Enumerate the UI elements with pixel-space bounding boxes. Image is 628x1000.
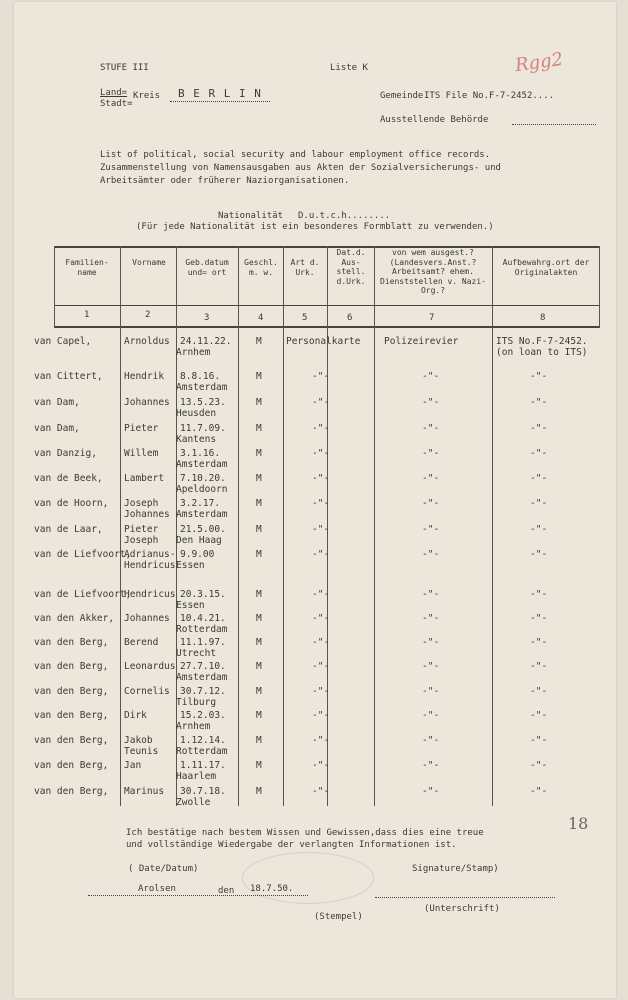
issuer-cell: -"- [422,498,440,509]
vorname-cell: Adrianus-Hendricus [124,549,176,571]
gemeinde-label: Gemeinde [380,91,424,101]
archive-location-cell: -"- [530,686,548,697]
issuer-cell: -"- [422,661,440,672]
document-type-cell: -"- [312,397,330,408]
vorname-cell: Lambert [124,473,165,484]
document-type-cell: -"- [312,524,330,535]
date-label: ( Date/Datum) [128,864,199,874]
birth-date-cell: 10.4.21. [180,613,226,624]
birth-place-cell: Arnhem [176,721,211,732]
ausstellende-behoerde-label: Ausstellende Behörde [380,115,489,125]
familienname-cell: van den Berg, [34,686,109,697]
birth-date-cell: 13.5.23. [180,397,226,408]
issuer-cell: -"- [422,589,440,600]
liste-label: Liste K [330,63,368,73]
birth-place-cell: Haarlem [176,771,217,782]
table-row [0,661,628,686]
issuer-cell: -"- [422,786,440,797]
table-row [0,448,628,473]
familienname-cell: van den Berg, [34,735,109,746]
issuer-cell: -"- [422,710,440,721]
sex-cell: M [256,760,262,771]
familienname-cell: van de Liefvoort, [34,549,132,560]
stadt-label: Stadt= [100,99,133,109]
document-type-cell: -"- [312,686,330,697]
handwritten-annotation: Rgg2 [513,48,565,77]
birth-place-cell: Rotterdam [176,624,228,635]
archive-location-cell: -"- [530,710,548,721]
familienname-cell: van Dam, [34,423,80,434]
col-divider [54,246,55,328]
city-name: B E R L I N [178,87,262,100]
vorname-cell: Joseph Johannes [124,498,170,520]
table-row [0,613,628,638]
vorname-cell: Cornelis [124,686,170,697]
birth-place-cell: Amsterdam [176,509,228,520]
document-type-cell: -"- [312,423,330,434]
intro-line-3: Arbeitsämter oder früherer Naziorganisationen. [100,176,350,186]
birth-date-cell: 27.7.10. [180,661,226,672]
vorname-cell: Hendricus [124,589,176,600]
document-type-cell: -"- [312,786,330,797]
stufe-label: STUFE III [100,63,149,73]
vorname-cell: Pieter [124,423,159,434]
archive-location-cell: -"- [530,448,548,459]
nationality-value: D.u.t.c.h........ [298,211,391,221]
table-row [0,371,628,396]
sex-cell: M [256,613,262,624]
table-row [0,686,628,711]
document-type-cell: -"- [312,661,330,672]
birth-place-cell: Heusden [176,408,217,419]
archive-location-cell: -"- [530,613,548,624]
document-type-cell: -"- [312,760,330,771]
familienname-cell: van den Berg, [34,661,109,672]
issuer-cell: -"- [422,524,440,535]
col-number: 7 [429,313,435,323]
birth-place-cell: Amsterdam [176,672,228,683]
place-dotted-line [88,895,308,896]
col-header-aussteller: von wem ausgest.? (Landesvers.Anst.? Arbeitsamt? ehem. Dienststellen v. Nazi-Org.? [380,248,486,295]
birth-date-cell: 8.8.16. [180,371,221,382]
vorname-cell: Leonardus [124,661,176,672]
document-type-cell: -"- [312,589,330,600]
unterschrift-label: (Unterschrift) [424,904,500,914]
vorname-cell: Berend [124,637,159,648]
col-header-geburt: Geb.datum und= ort [185,258,229,277]
birth-date-cell: 30.7.18. [180,786,226,797]
confirmation-line-1: Ich bestätige nach bestem Wissen und Gewissen,dass dies eine treue [126,828,484,838]
issuer-cell: -"- [422,473,440,484]
birth-date-cell: 3.2.17. [180,498,221,509]
table-row [0,735,628,760]
archive-location-cell: -"- [530,473,548,484]
kreis-label: Kreis [133,91,161,101]
archive-location-cell: -"- [530,498,548,509]
birth-date-cell: 11.7.09. [180,423,226,434]
col-header-familienname: Familien-name [65,258,109,277]
sex-cell: M [256,397,262,408]
date-value: 18.7.50. [250,884,294,894]
sex-cell: M [256,371,262,382]
sex-cell: M [256,549,262,560]
sex-cell: M [256,661,262,672]
birth-date-cell: 15.2.03. [180,710,226,721]
familienname-cell: van Cittert, [34,371,103,382]
familienname-cell: van de Liefvoort, [34,589,132,600]
col-number: 1 [84,310,90,320]
table-row [0,589,628,614]
birth-date-cell: 20.3.15. [180,589,226,600]
archive-location-cell: -"- [530,760,548,771]
archive-location-cell: -"- [530,524,548,535]
issuer-cell: -"- [422,760,440,771]
birth-date-cell: 1.12.14. [180,735,226,746]
den-label: den [218,886,235,896]
table-row [0,423,628,448]
nationality-note: (Für jede Nationalität ist ein besonderes Formblatt zu verwenden.) [136,222,494,232]
document-type-cell: Personalkarte [286,336,361,347]
sex-cell: M [256,710,262,721]
document-type-cell: -"- [312,549,330,560]
issuer-cell: -"- [422,371,440,382]
birth-place-cell: Den Haag [176,535,222,546]
ausstellende-dotted-line [512,124,596,125]
issuer-cell: -"- [422,735,440,746]
archive-location-cell: -"- [530,423,548,434]
table-row [0,637,628,662]
sex-cell: M [256,686,262,697]
col-number: 5 [302,313,308,323]
col-number: 3 [204,313,210,323]
table-row [0,473,628,498]
vorname-cell: Willem [124,448,159,459]
land-label: Land= [100,88,128,98]
col-header-vorname: Vorname [132,258,166,267]
vorname-cell: Jakob Teunis [124,735,159,757]
city-dotted-line [170,101,270,102]
col-header-art: Art d. Urk. [290,258,320,277]
sex-cell: M [256,473,262,484]
vorname-cell: Marinus [124,786,165,797]
birth-place-cell: Tilburg [176,697,217,708]
sex-cell: M [256,336,262,347]
vorname-cell: Dirk [124,710,147,721]
its-file-number: ITS File No.F-7-2452.... [424,91,555,101]
col-number: 2 [145,310,151,320]
archive-location-cell: -"- [530,786,548,797]
issuer-cell: Polizeirevier [384,336,459,347]
col-divider [599,246,600,328]
sex-cell: M [256,786,262,797]
sex-cell: M [256,637,262,648]
issuer-cell: -"- [422,448,440,459]
confirmation-line-2: und vollständige Wiedergabe der verlangten Informationen ist. [126,840,457,850]
birth-date-cell: 24.11.22. [180,336,232,347]
issuer-cell: -"- [422,397,440,408]
birth-place-cell: Essen [176,600,205,611]
birth-date-cell: 30.7.12. [180,686,226,697]
archive-location-cell: ITS No.F-7-2452.(on loan to ITS) [496,336,588,358]
familienname-cell: van den Berg, [34,760,109,771]
birth-date-cell: 9.9.00 [180,549,215,560]
familienname-cell: van de Hoorn, [34,498,109,509]
vorname-cell: Pieter Joseph [124,524,159,546]
issuer-cell: -"- [422,423,440,434]
birth-place-cell: Utrecht [176,648,217,659]
table-row [0,498,628,523]
document-type-cell: -"- [312,735,330,746]
table-row [0,549,628,574]
vorname-cell: Jan [124,760,142,771]
birth-place-cell: Arnhem [176,347,211,358]
col-header-aufbewahrung: Aufbewahrg.ort der Originalakten [502,258,590,277]
archive-location-cell: -"- [530,735,548,746]
sex-cell: M [256,524,262,535]
signature-label: Signature/Stamp) [412,864,499,874]
issuer-cell: -"- [422,637,440,648]
birth-place-cell: Essen [176,560,205,571]
intro-line-2: Zusammenstellung von Namensausgaben aus Akten der Sozialversicherungs- und [100,163,501,173]
vorname-cell: Hendrik [124,371,165,382]
table-row [0,397,628,422]
birth-place-cell: Rotterdam [176,746,228,757]
nationality-label: Nationalität [218,211,284,221]
familienname-cell: van den Berg, [34,786,109,797]
table-row [0,760,628,785]
archive-location-cell: -"- [530,589,548,600]
archive-location-cell: -"- [530,661,548,672]
sex-cell: M [256,423,262,434]
faded-stamp [242,852,374,904]
archive-location-cell: -"- [530,637,548,648]
vorname-cell: Johannes [124,613,170,624]
archive-location-cell: -"- [530,397,548,408]
familienname-cell: van Dam, [34,397,80,408]
birth-place-cell: Amsterdam [176,459,228,470]
familienname-cell: van den Akker, [34,613,115,624]
familienname-cell: van de Beek, [34,473,103,484]
table-row [0,786,628,811]
birth-place-cell: Kantens [176,434,217,445]
birth-date-cell: 7.10.20. [180,473,226,484]
familienname-cell: van den Berg, [34,710,109,721]
col-header-datum: Dat.d. Aus-stell. d.Urk. [336,248,366,286]
signature-dotted-line [375,897,555,898]
sex-cell: M [256,448,262,459]
table-row [0,710,628,735]
birth-date-cell: 11.1.97. [180,637,226,648]
document-type-cell: -"- [312,613,330,624]
col-header-geschlecht: Geschl. m. w. [244,258,278,277]
sex-cell: M [256,498,262,509]
familienname-cell: van de Laar, [34,524,103,535]
document-type-cell: -"- [312,710,330,721]
familienname-cell: van Capel, [34,336,92,347]
vorname-cell: Arnoldus [124,336,170,347]
archive-location-cell: -"- [530,549,548,560]
place-value: Arolsen [138,884,176,894]
document-type-cell: -"- [312,498,330,509]
page-mark: 18 [568,814,589,833]
birth-place-cell: Amsterdam [176,382,228,393]
document-type-cell: -"- [312,448,330,459]
birth-date-cell: 21.5.00. [180,524,226,535]
birth-place-cell: Zwolle [176,797,211,808]
col-number: 4 [258,313,264,323]
birth-date-cell: 3.1.16. [180,448,221,459]
birth-place-cell: Apeldoorn [176,484,228,495]
document-type-cell: -"- [312,371,330,382]
col-number: 6 [347,313,353,323]
sex-cell: M [256,735,262,746]
familienname-cell: van Danzig, [34,448,97,459]
familienname-cell: van den Berg, [34,637,109,648]
issuer-cell: -"- [422,549,440,560]
col-number: 8 [540,313,546,323]
intro-line-1: List of political, social security and labour employment office records. [100,150,491,160]
table-row [0,524,628,549]
birth-date-cell: 1.11.17. [180,760,226,771]
document-type-cell: -"- [312,637,330,648]
archive-location-cell: -"- [530,371,548,382]
vorname-cell: Johannes [124,397,170,408]
document-type-cell: -"- [312,473,330,484]
stempel-label: (Stempel) [314,912,363,922]
table-row [0,336,628,361]
issuer-cell: -"- [422,613,440,624]
sex-cell: M [256,589,262,600]
issuer-cell: -"- [422,686,440,697]
